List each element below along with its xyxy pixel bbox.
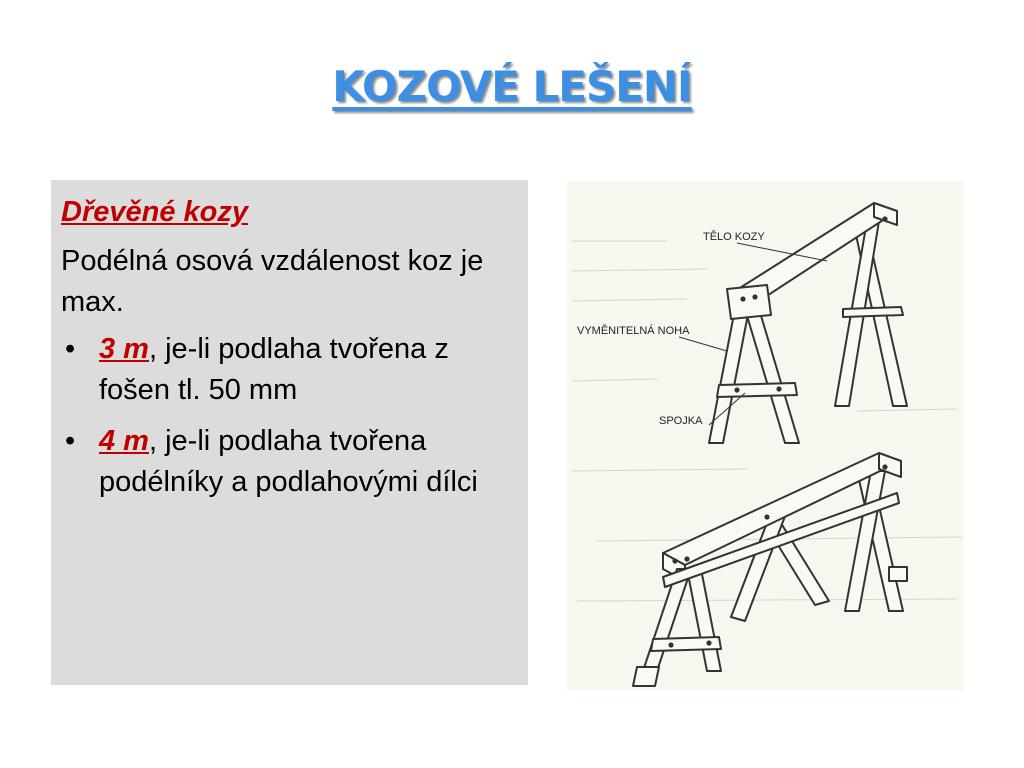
- label-trestle-body: TĚLO KOZY: [703, 231, 765, 243]
- section-heading: Dřevěné kozy: [61, 196, 248, 228]
- bullet-marker: •: [65, 425, 76, 457]
- distance-value: 4 m: [99, 425, 149, 457]
- spacing-list: [61, 329, 518, 503]
- list-item-text: , je-li podlaha tvořena podélníky a podlahovými dílci: [99, 425, 478, 498]
- trestle-drawing: [567, 181, 964, 690]
- label-joint: SPOJKA: [659, 415, 703, 427]
- intro-paragraph: Podélná osová vzdálenost koz je max.: [61, 245, 484, 318]
- text-panel: [51, 180, 528, 685]
- distance-value: 3 m: [99, 333, 149, 365]
- list-item: [61, 421, 518, 503]
- label-replaceable-leg: VYMĚNITELNÁ NOHA: [577, 325, 690, 337]
- list-item-text: , je-li podlaha tvořena z fošen tl. 50 mm: [99, 333, 449, 406]
- list-item: [61, 329, 518, 411]
- trestle-illustration: [567, 181, 964, 690]
- bullet-marker: •: [65, 333, 76, 365]
- slide-title: KOZOVÉ LEŠENÍ: [332, 62, 692, 111]
